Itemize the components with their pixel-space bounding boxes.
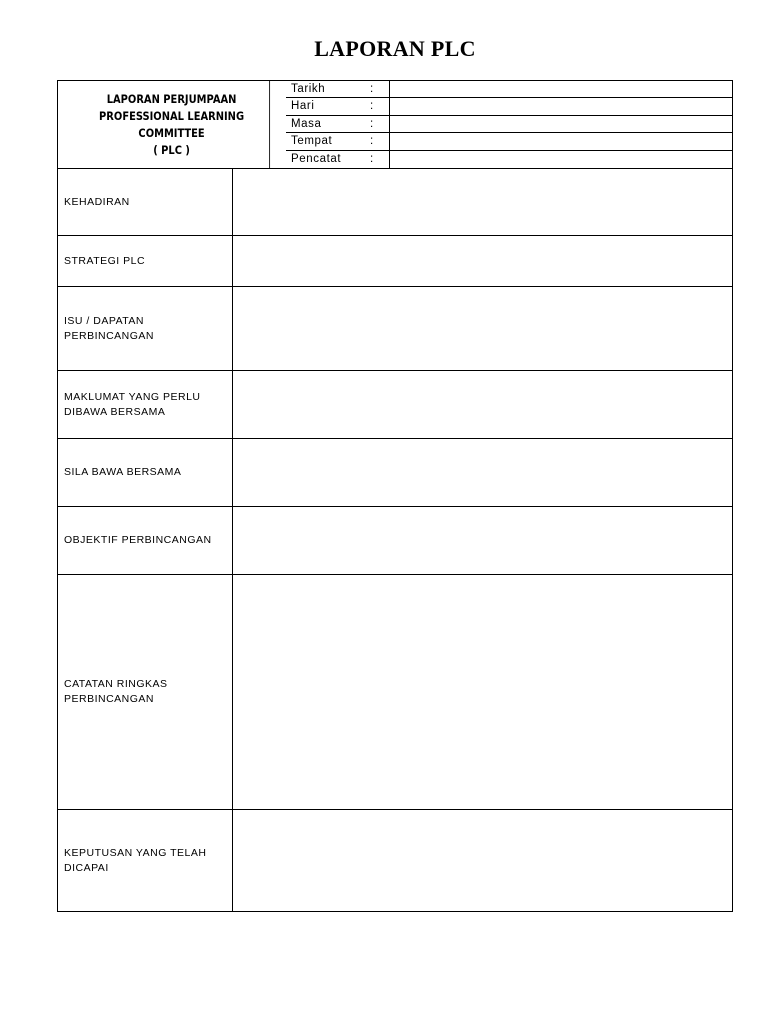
meta-colon: : — [370, 83, 374, 95]
section-label: KEPUTUSAN YANG TELAH DICAPAI — [58, 810, 233, 912]
section-label: CATATAN RINGKAS PERBINCANGAN — [58, 575, 233, 809]
meta-row-tempat — [286, 133, 732, 150]
meta-label: Tarikh — [291, 83, 326, 95]
meeting-details — [286, 81, 732, 168]
meta-row-masa — [286, 116, 732, 133]
meeting-title-line: ( PLC ) — [153, 142, 190, 157]
strategi-plc-field[interactable] — [233, 236, 732, 286]
meta-colon: : — [370, 135, 374, 148]
masa-field[interactable] — [389, 116, 732, 132]
section-row-keputusan — [58, 810, 732, 912]
section-row-catatan — [58, 575, 732, 810]
meta-label: Pencatat — [291, 152, 342, 165]
meta-row-hari — [286, 98, 732, 115]
catatan-field[interactable] — [233, 575, 732, 809]
section-label: STRATEGI PLC — [58, 236, 233, 286]
plc-report-form — [57, 80, 733, 912]
section-label: KEHADIRAN — [58, 169, 233, 235]
keputusan-field[interactable] — [233, 810, 732, 912]
meta-row-pencatat — [286, 151, 732, 168]
sila-bawa-field[interactable] — [233, 439, 732, 506]
form-header — [58, 81, 732, 169]
pencatat-field[interactable] — [389, 151, 732, 168]
section-row-strategi — [58, 236, 732, 287]
section-row-maklumat — [58, 371, 732, 439]
section-label: MAKLUMAT YANG PERLU DIBAWA BERSAMA — [58, 371, 233, 438]
meeting-title — [74, 81, 270, 168]
meta-label: Masa — [291, 117, 322, 130]
section-row-isu — [58, 287, 732, 371]
section-label: SILA BAWA BERSAMA — [58, 439, 233, 506]
maklumat-field[interactable] — [233, 371, 732, 438]
section-row-objektif — [58, 507, 732, 575]
page-title: LAPORAN PLC — [314, 36, 476, 61]
isu-dapatan-field[interactable] — [233, 287, 732, 370]
meta-label: Tempat — [291, 135, 333, 148]
objektif-field[interactable] — [233, 507, 732, 574]
section-label: OBJEKTIF PERBINCANGAN — [58, 507, 233, 574]
meta-colon: : — [370, 117, 374, 130]
section-row-sila-bawa — [58, 439, 732, 507]
hari-field[interactable] — [389, 98, 732, 114]
meta-colon: : — [370, 100, 374, 113]
meta-colon: : — [370, 152, 374, 165]
meta-label: Hari — [291, 100, 315, 113]
meeting-title-line: LAPORAN PERJUMPAAN — [106, 91, 237, 106]
kehadiran-field[interactable] — [233, 169, 732, 235]
section-row-kehadiran — [58, 169, 732, 236]
section-label: ISU / DAPATAN PERBINCANGAN — [58, 287, 233, 370]
tarikh-field[interactable] — [389, 81, 732, 97]
meeting-title-line: PROFESSIONAL LEARNING COMMITTEE — [99, 108, 245, 140]
tempat-field[interactable] — [389, 133, 732, 149]
meta-row-tarikh — [286, 81, 732, 98]
